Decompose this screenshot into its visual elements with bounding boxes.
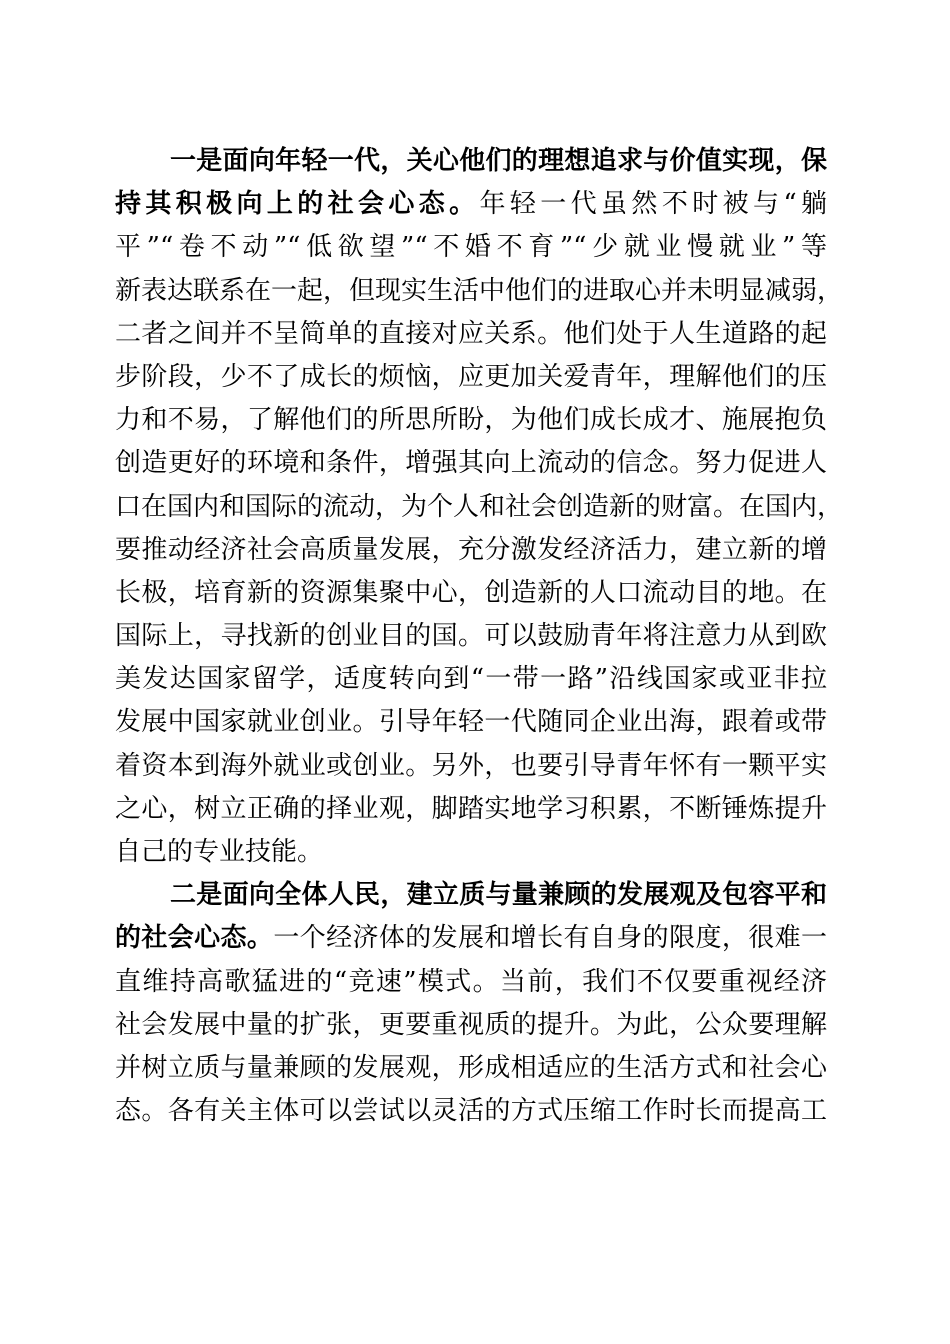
line-text: 态。各有关主体可以尝试以灵活的方式压缩工作时长而提高工 — [115, 1096, 827, 1127]
line-text: 二者之间并不呈简单的直接对应关系。他们处于人生道路的起 — [115, 318, 827, 349]
line-text: 长极，培育新的资源集聚中心，创造新的人口流动目的地。在 — [115, 577, 827, 608]
text-line — [115, 572, 827, 615]
text-line — [115, 529, 827, 572]
text-line — [115, 874, 827, 917]
line-text: 步阶段，少不了成长的烦恼，应更加关爱青年，理解他们的压 — [115, 361, 827, 392]
line-text: 自己的专业技能。 — [115, 837, 324, 867]
text-line — [115, 313, 827, 356]
bold-lead: 的社会心态。 — [115, 923, 274, 954]
text-line — [115, 917, 827, 960]
line-text: 年轻一代虽然不时被与“躺 — [479, 189, 827, 220]
text-line — [115, 831, 827, 874]
bold-lead: 持其积极向上的社会心态。 — [115, 189, 480, 220]
text-line — [115, 486, 844, 529]
paragraph-all-people — [115, 874, 827, 1133]
line-text: 直维持高歌猛进的“竞速”模式。当前，我们不仅要重视经济 — [115, 966, 827, 997]
text-line — [115, 140, 827, 183]
line-text: 创造更好的环境和条件，增强其向上流动的信念。努力促进人 — [115, 448, 827, 479]
text-line — [115, 788, 827, 831]
line-text: 平”“卷不动”“低欲望”“不婚不育”“少就业慢就业”等 — [115, 232, 827, 263]
line-text: 美发达国家留学，适度转向到“一带一路”沿线国家或亚非拉 — [115, 664, 827, 695]
line-text: 之心，树立正确的择业观，脚踏实地学习积累，不断锤炼提升 — [115, 793, 827, 824]
text-line — [115, 961, 827, 1004]
text-line — [115, 658, 827, 701]
text-line — [115, 701, 827, 744]
text-line — [115, 1004, 827, 1047]
document-body — [115, 140, 844, 1133]
line-text: 一个经济体的发展和增长有自身的限度，很难一 — [273, 923, 827, 954]
paragraph-youth — [115, 140, 844, 874]
text-line — [115, 1090, 827, 1133]
line-text: 并树立质与量兼顾的发展观，形成相适应的生活方式和社会心 — [115, 1052, 827, 1083]
line-text: 着资本到海外就业或创业。另外，也要引导青年怀有一颗平实 — [115, 750, 827, 781]
line-text: 社会发展中量的扩张，更要重视质的提升。为此，公众要理解 — [115, 1009, 827, 1040]
bold-lead: 一是面向年轻一代，关心他们的理想追求与价值实现，保 — [170, 146, 827, 176]
text-line — [115, 356, 827, 399]
text-line — [115, 615, 827, 658]
bold-lead: 二是面向全体人民，建立质与量兼顾的发展观及包容平和 — [170, 880, 827, 911]
line-text: 新表达联系在一起，但现实生活中他们的进取心并未明显减弱， — [115, 275, 844, 306]
line-text: 口在国内和国际的流动，为个人和社会创造新的财富。在国内， — [115, 491, 844, 522]
line-text: 发展中国家就业创业。引导年轻一代随同企业出海，跟着或带 — [115, 707, 827, 738]
line-text: 国际上，寻找新的创业目的国。可以鼓励青年将注意力从到欧 — [115, 621, 827, 652]
text-line — [115, 270, 844, 313]
text-line — [115, 183, 827, 226]
text-line — [115, 745, 827, 788]
text-line — [115, 1047, 827, 1090]
text-line — [115, 442, 827, 485]
text-line — [115, 226, 827, 269]
line-text: 要推动经济社会高质量发展，充分激发经济活力，建立新的增 — [115, 534, 827, 565]
line-text: 力和不易，了解他们的所思所盼，为他们成长成才、施展抱负 — [115, 405, 827, 436]
text-line — [115, 399, 827, 442]
